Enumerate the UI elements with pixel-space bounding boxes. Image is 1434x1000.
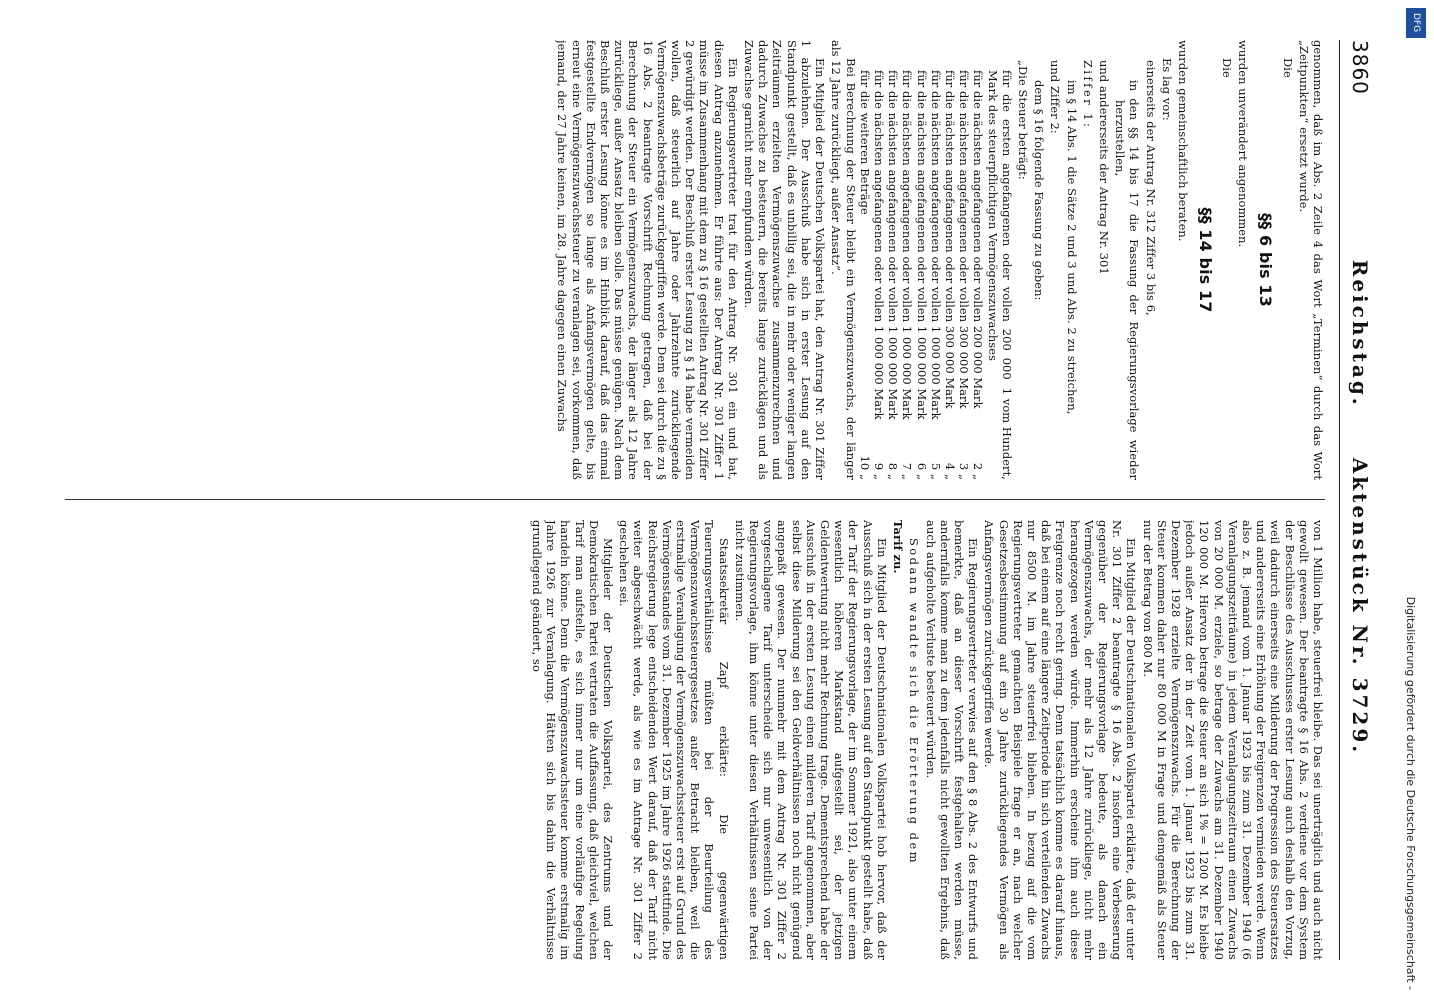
rate-value: 5 „ bbox=[928, 462, 943, 480]
tax-rate-row bbox=[858, 40, 872, 480]
rate-value: 1 vom Hundert, bbox=[999, 387, 1014, 480]
rate-value: 8 „ bbox=[886, 462, 901, 480]
paragraph: und andererseits der Antrag Nr. 301 bbox=[1096, 60, 1111, 275]
paragraph: wurden unverändert angenommen. bbox=[1236, 40, 1251, 248]
digitization-note bbox=[1400, 10, 1420, 990]
paragraph: genommen, daß im Abs. 2 Zeile 4 das Wort „Terminen“ durch das Wort „Zeitpunkten“ ersetzt wurde. bbox=[1296, 40, 1325, 480]
paragraph: in den §§ 14 bis 17 die Fassung der Regierungsvorlage wieder herzustellen, bbox=[1113, 80, 1142, 480]
tax-rate-table bbox=[858, 40, 1014, 480]
running-title: Reichstag. bbox=[1348, 259, 1372, 408]
rate-label: für die nächsten angefangenen oder vollen 1 000 000 Mark bbox=[900, 70, 915, 420]
tax-rate-row bbox=[900, 40, 914, 480]
digitization-note-text: Digitalisierung gefördert durch die Deutsche Forschungsgemeinschaft - bbox=[1404, 596, 1417, 990]
tax-rate-row bbox=[886, 40, 900, 480]
rate-label: für die nächsten angefangenen oder vollen 1 000 000 Mark bbox=[871, 70, 886, 420]
document-number: Aktenstück Nr. 3729. bbox=[1348, 457, 1372, 756]
paragraph: Die bbox=[1220, 58, 1235, 78]
paragraph: im § 14 Abs. 1 die Sätze 2 und 3 und Abs. 2 zu streichen, bbox=[1064, 80, 1079, 415]
rate-label: für die nächsten angefangenen oder vollen 200 000 Mark bbox=[971, 70, 986, 409]
right-column bbox=[55, 520, 1325, 960]
column-divider bbox=[65, 499, 1325, 500]
running-head bbox=[1348, 260, 1372, 756]
rate-value: 2 „ bbox=[971, 462, 986, 480]
paragraph: dem § 16 folgende Fassung zu geben: bbox=[1032, 80, 1047, 301]
tax-rate-row bbox=[971, 40, 985, 480]
tax-rate-row bbox=[957, 40, 971, 480]
section-heading: §§ 6 bis 13 bbox=[1256, 213, 1276, 307]
left-column bbox=[55, 40, 1325, 480]
page-number: 3860 bbox=[1348, 40, 1372, 95]
rate-value: 10 „ bbox=[857, 455, 872, 480]
paragraph: wurden gemeinschaftlich beraten. bbox=[1175, 40, 1190, 242]
rate-label: für die nächsten angefangenen oder vollen 300 000 Mark bbox=[942, 70, 957, 409]
rate-value: 6 „ bbox=[914, 462, 929, 480]
rate-label: für die nächsten angefangenen oder vollen 300 000 Mark bbox=[957, 70, 972, 409]
paragraph: Ein Mitglied der Deutschnationalen Volkspartei erklärte, daß der unter Nr. 301 Ziffer 2 beantragte § 16 Abs. 2 insofern eine Verbesserung gegenüber der Regierungsvorlage bedeute, als danach ein Vermögenszuwachs, der mehr als 12 Jahre zurückliege, nicht mehr herangezogen werden würde. Immerhin erscheine ihm auch diese Freigrenze noch recht gering. Denn tatsächlich komme es darauf hinaus, daß bei einem auf eine längere Zeitperiode hin sich verteilenden Zuwachs nur 8500 M. im Jahre steuerfrei blieben. In bezug auf die vom Regierungsvertreter gemachten Beispiele frage er an, nach welcher Gesetzesbestimmung auf ein 30 Jahre zurückliegendes Vermögen als Anfangsvermögen zurückgegriffen werde. bbox=[982, 520, 1139, 960]
paragraph: Ziffer 1: bbox=[1080, 60, 1095, 130]
paragraph: Ein Mitglied der Deutschnationalen Volkspartei hob hervor, daß der Ausschuß sich in der ersten Lesung auf den Standpunkt gestellt habe, daß der Tarif der Regierungsvorlage, der im Sommer 1921, also unter einem wesentlich höheren Markstand aufgestellt sei, der jetzigen Geldentwertung nicht mehr Rechnung trage. Dementsprechend habe der Ausschuß in der ersten Lesung einen milderen Tarif angenommen, aber selbst diese Milderung sei den Geldverhältnissen noch nicht genügend angepaßt gewesen. Der nunmehr mit dem Antrag Nr. 301 Ziffer 2 vorgeschlagene Tarif unterscheide sich nur unwesentlich von der Regierungsvorlage, ihm könne unter diesen Verhältnissen seine Partei nicht zustimmen. bbox=[732, 520, 889, 960]
paragraph: Mitglieder der Deutschen Volkspartei, des Zentrums und der Demokratischen Partei vertraten die Auffassung, daß gleichviel, welchen Tarif man aufstelle, es sich immer nur um eine vorläufige Regelung handeln könne. Denn die Vermögenszuwachssteuer komme erstmalig im Jahre 1926 zur Veranlagung. Hätten sich bis dahin die Verhältnisse grundlegend geändert, so bbox=[530, 520, 616, 960]
paragraph: Ein Regierungsvertreter trat für den Antrag Nr. 301 ein und bat, diesen Antrag anzunehmen. Er führte aus: Der Antrag Nr. 301 Ziffer 1 müsse im Zusammenhang mit dem zu § 16 gestellten Antrag Nr. 301 Ziffer 2 gewürdigt werden. Der Beschluß erster Lesung zu § 14 habe vermeiden wollen, daß steuerlich auf Jahre oder Jahrzehnte zurückliegende Vermögenszuwachsbeträge zurückgegriffen werde. Dem sei durch die zu § 16 Abs. 2 beantragte Vorschrift Rechnung getragen, daß bei der Berechnung der Steuer ein Vermögenszuwachs, der länger als 12 Jahre zurückliege, außer Ansatz bleiben solle. Das müsse genügen. Nach dem Beschluß erster Lesung könne es im Hinblick darauf, daß das einmal festgestellte Endvermögen so lange als Anfangsvermögen gelte, bis erneut eine Vermögenszuwachssteuer zu veranlagen sei, vorkommen, daß jemand, der 27 Jahre keinen, im 28. Jahre dagegen einen Zuwachs bbox=[555, 40, 740, 480]
tax-rate-row bbox=[929, 40, 943, 480]
paragraph: Staatssekretär Zapf erklärte: Die gegenwärtigen Teuerungsverhältnisse müßten bei der Beurteilung des Vermögenszuwachssteuergesetzes außer Betracht bleiben, weil die erstmalige Veranlagung der Vermögenszuwachssteuer erst auf Grund des Vermögensstandes vom 31. Dezember 1925 im Jahre 1926 stattfinde. Die Reichsregierung lege entscheidenden Wert darauf, daß der Tarif nicht weiter abgeschwächt werde, als wie es im Antrage Nr. 301 Ziffer 2 geschehen sei. bbox=[617, 520, 731, 960]
section-heading: §§ 14 bis 17 bbox=[1195, 207, 1215, 313]
rate-label: für die ersten angefangenen oder vollen 200 000 Mark des steuerpflichtigen Vermögenszuwachses bbox=[985, 70, 1014, 380]
tax-rate-row bbox=[943, 40, 957, 480]
rate-value: 3 „ bbox=[957, 462, 972, 480]
rate-label: für die nächsten angefangenen oder vollen 1 000 000 Mark bbox=[914, 70, 929, 420]
dfg-logo: DFG bbox=[1406, 8, 1426, 38]
paragraph: Sodann wandte sich die Erörterung dem bbox=[907, 538, 922, 866]
rate-value: 7 „ bbox=[900, 462, 915, 480]
paragraph: Ein Regierungsvertreter verwies auf den § 8 Abs. 2 des Entwurfs und bemerkte, daß an dieser Vorschrift festgehalten werden müsse, andernfalls komme man zu dem jedenfalls nicht gewollten Ergebnis, daß auch aufgeholte Verluste besteuert würden. bbox=[923, 520, 981, 960]
rate-value: 9 „ bbox=[871, 462, 886, 480]
paragraph: Bei Berechnung der Steuer bleibt ein Vermögenszuwachs, der länger als 12 Jahre zurückliegt, außer Ansatz“. bbox=[829, 40, 858, 480]
tax-rate-row bbox=[872, 40, 886, 480]
paragraph: Die bbox=[1280, 58, 1295, 78]
paragraph: einerseits der Antrag Nr. 312 Ziffer 3 bis 6, bbox=[1143, 60, 1158, 316]
paragraph: Tarif zu. bbox=[891, 520, 906, 574]
paragraph: von 1 Million habe, steuerfrei bleibe. Das sei unerträglich und auch nicht gewollt gewesen. Der beantragte § 16 Abs. 2 verdiene vor dem System der Beschlüsse des Ausschusses erster Lesung auch deshalb den Vorzug, weil dadurch einerseits eine Milderung der Progression des Steuersatzes und andererseits eine Erhöhung der Freigrenzen vermieden werde. Wenn also z. B. jemand vom 1. Januar 1923 bis zum 31. Dezember 1940 (6 Veranlagungszeiträume) in jedem Veranlagungszeitraum einen Zuwachs von 20 000 M. erziele, so betrage der Zuwachs am 31. Dezember 1940 120 000 M. Hiervon betrage die Steuer an sich 1% = 1200 M. Es bleibe jedoch außer Ansatz der in der Zeit vom 1. Januar 1923 bis zum 31. Dezember 1928 erzielte Vermögenszuwachs. Für die Berechnung der Steuer kommen daher nur 80 000 M in Frage und demgemäß als Steuer nur der Betrag von 800 M. bbox=[1140, 520, 1325, 960]
tax-rate-row bbox=[985, 40, 1013, 480]
rate-label: für die weiteren Beträge bbox=[857, 70, 872, 215]
paragraph: „Die Steuer beträgt: bbox=[1015, 60, 1030, 180]
rate-value: 4 „ bbox=[942, 462, 957, 480]
paragraph: und Ziffer 2: bbox=[1048, 60, 1063, 134]
paragraph: Ein Mitglied der Deutschen Volkspartei hat, den Antrag Nr. 301 Ziffer 1 abzulehnen. Der Ausschuß habe sich in erster Lesung auf den Standpunkt gestellt, daß es unbillig sei, die in mehr oder weniger langen Zeiträumen erzielten Vermögenszuwachse zusammenzurechnen und dadurch Zuwachse zu besteuern, die bereits lange zurücklägen und als Zuwachse garnicht mehr empfunden würden. bbox=[742, 40, 828, 480]
paragraph: Es lag vor: bbox=[1159, 58, 1174, 121]
rate-label: für die nächsten angefangenen oder vollen 1 000 000 Mark bbox=[928, 70, 943, 420]
document-page bbox=[50, 40, 1380, 960]
page-header bbox=[1339, 40, 1380, 960]
tax-rate-row bbox=[914, 40, 928, 480]
rate-label: für die nächsten angefangenen oder vollen 1 000 000 Mark bbox=[886, 70, 901, 420]
